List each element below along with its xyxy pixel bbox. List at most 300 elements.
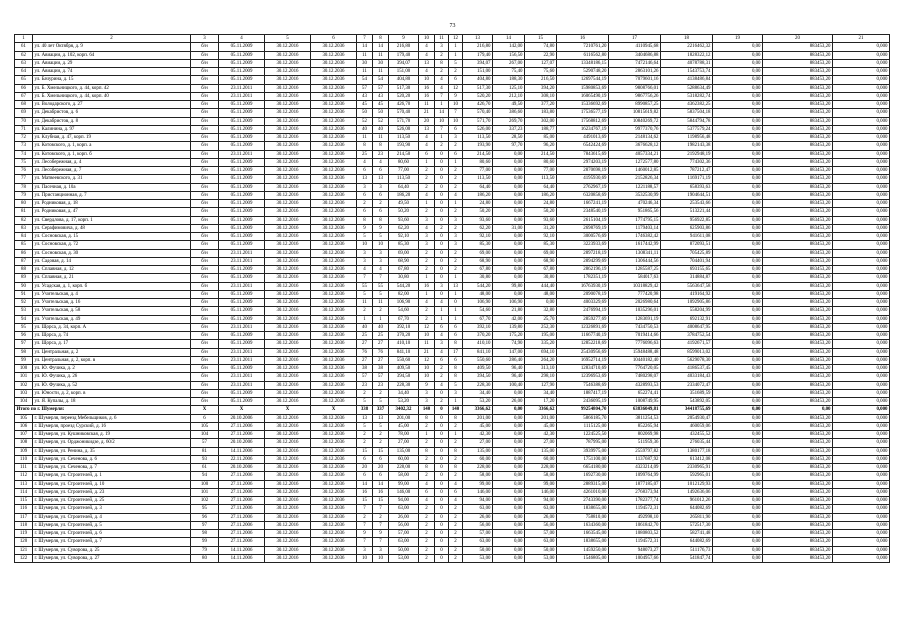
table-cell: 67,70 (389, 315, 419, 323)
table-cell: 2870698,19 (557, 167, 609, 175)
table-cell: 0,00 (763, 406, 833, 414)
table-cell: 0,00 (713, 109, 763, 117)
table-cell: б/н (191, 101, 219, 109)
table-cell: 30.12.2036 (311, 431, 357, 439)
table-cell: 1751100,00 (557, 455, 609, 463)
table-cell: 692132,91 (661, 315, 713, 323)
table-cell: 2 (435, 398, 449, 406)
table-cell: 58,00 (525, 472, 557, 480)
table-cell: 80,60 (525, 158, 557, 166)
table-cell: 520,20 (389, 92, 419, 100)
table-cell: б/н (191, 92, 219, 100)
table-cell: 2762967,19 (557, 183, 609, 191)
table-cell: 6 (449, 150, 463, 158)
table-cell: 16763930,19 (557, 282, 609, 290)
table-cell: 57 (191, 439, 219, 447)
table-cell: 0,00 (493, 389, 525, 397)
table-row (15, 513, 890, 521)
table-cell: 544,20 (463, 282, 493, 290)
table-cell: 27.11.2006 (219, 480, 265, 488)
table-cell: 883453,20 (763, 480, 833, 488)
table-cell: 0,00 (713, 406, 763, 414)
table-cell: 7079601,16 (609, 76, 661, 84)
table-cell: 32,80 (525, 307, 557, 315)
table-cell: 0,000 (833, 414, 890, 422)
table-cell: 30.12.2016 (265, 521, 311, 529)
table-cell: 10 (419, 373, 435, 381)
table-cell: 883453,20 (763, 109, 833, 117)
table-cell: г. Шумерля, ул. Строителей, д. 6 (33, 530, 191, 538)
table-cell: 3223933,69 (557, 241, 609, 249)
table-cell: г. Шумерля, ул. Суворова, д. 25 (33, 546, 191, 554)
table-cell: 85 (15, 241, 33, 249)
table-cell: 30.12.2016 (265, 150, 311, 158)
table-cell: ул. Сосновская, д. 15 (33, 233, 191, 241)
table-cell: б/н (191, 365, 219, 373)
table-cell: 53,00 (389, 554, 419, 562)
table-cell: 17 (449, 348, 463, 356)
table-cell: 30 (357, 59, 373, 67)
table-cell: 335,20 (525, 340, 557, 348)
table-cell: 2 (419, 307, 435, 315)
table-cell: 27.11.2006 (219, 497, 265, 505)
table-cell: 30.12.2016 (265, 488, 311, 496)
table-cell: 2 (419, 530, 435, 538)
table-row (15, 447, 890, 455)
table-cell: 119 (15, 530, 33, 538)
table-cell: 0,00 (493, 290, 525, 298)
table-cell: 8 (357, 142, 373, 150)
table-cell: 30.12.2016 (265, 472, 311, 480)
table-cell: 05.11.2009 (219, 142, 265, 150)
table-cell: 883453,20 (763, 538, 833, 546)
table-cell: ул. Сосновская, д. 72 (33, 241, 191, 249)
table-cell: 883453,20 (763, 447, 833, 455)
table-cell: 72 (15, 134, 33, 142)
table-cell: 30.12.2036 (311, 183, 357, 191)
table-cell: 30.12.2016 (265, 59, 311, 67)
table-cell: 0,00 (713, 554, 763, 562)
table-cell: 0,000 (833, 150, 890, 158)
table-cell: 0,000 (833, 356, 890, 364)
table-cell: ул. Авиации, д. 29 (33, 59, 191, 67)
table-cell: 93 (15, 307, 33, 315)
table-cell: 394,50 (389, 373, 419, 381)
table-cell: 87 (15, 257, 33, 265)
table-cell: 15 (357, 447, 373, 455)
table-cell: 0 (435, 505, 449, 513)
table-cell: 22,90 (525, 51, 557, 59)
table-cell: 30.12.2016 (265, 274, 311, 282)
table-cell: 409,50 (389, 365, 419, 373)
table-cell: 0,00 (713, 365, 763, 373)
table-cell: 302,00 (525, 117, 557, 125)
table-cell: ул. Матвеевского, д. 31 (33, 175, 191, 183)
table-cell: 1061842,70 (609, 521, 661, 529)
table-cell: 25,70 (525, 315, 557, 323)
table-row (15, 101, 890, 109)
table-cell: 1 (419, 431, 435, 439)
table-cell: 106,90 (463, 299, 493, 307)
table-cell: 10 (419, 365, 435, 373)
table-cell: 4362382,25 (661, 101, 713, 109)
table-row (15, 109, 890, 117)
table-cell: 0,00 (713, 521, 763, 529)
table-cell: 0,00 (493, 488, 525, 496)
table-cell: 0,000 (833, 290, 890, 298)
table-cell: 2 (419, 513, 435, 521)
table-cell: 30.12.2016 (265, 117, 311, 125)
table-cell: 77,00 (463, 167, 493, 175)
table-cell: 30.12.2016 (265, 455, 311, 463)
table-cell: 10 (373, 241, 389, 249)
table-cell: б/н (191, 233, 219, 241)
table-cell: 6 (419, 150, 435, 158)
table-cell: 4 (435, 84, 449, 92)
table-cell: 0,000 (833, 513, 890, 521)
table-cell: 30.12.2036 (311, 191, 357, 199)
table-cell: б/н (191, 348, 219, 356)
table-cell: 1 (419, 158, 435, 166)
table-cell: 34,40 (389, 389, 419, 397)
table-cell: 351689,59 (661, 389, 713, 397)
table-cell: 9808766,01 (609, 84, 661, 92)
table-cell: 0,000 (833, 299, 890, 307)
table-cell: 7 (435, 92, 449, 100)
table-cell: 64,40 (463, 183, 493, 191)
table-cell: 2 (449, 472, 463, 480)
table-cell: 7 (357, 538, 373, 546)
table-cell: 2 (357, 439, 373, 447)
table-cell: 0 (435, 216, 449, 224)
table-cell: 2 (419, 455, 435, 463)
table-cell: 30.12.2016 (265, 134, 311, 142)
table-cell: 269,70 (493, 117, 525, 125)
table-cell: 543892,05 (661, 398, 713, 406)
table-cell: 54 (357, 76, 373, 84)
table-cell: г. Шумерля, ул. Строителей, д. 7 (33, 538, 191, 546)
table-cell: ул. Пристанционная, д. 7 (33, 191, 191, 199)
table-cell: 27 (357, 340, 373, 348)
table-cell: 12697544,19 (557, 76, 609, 84)
table-cell: 23 (357, 381, 373, 389)
table-cell: 88 (15, 266, 33, 274)
table-cell: 97 (191, 521, 219, 529)
table-cell: 883453,20 (763, 224, 833, 232)
table-cell: 409,50 (463, 365, 493, 373)
table-cell: 3366,62 (463, 406, 493, 414)
table-cell: 0,00 (493, 257, 525, 265)
table-cell: 883453,20 (763, 134, 833, 142)
table-cell: 5563647,58 (661, 282, 713, 290)
table-cell: 42,00 (493, 315, 525, 323)
table-cell: 5 (357, 290, 373, 298)
table-cell: 14 (435, 109, 449, 117)
table-cell: 79 (191, 546, 219, 554)
table-cell: 0,00 (713, 480, 763, 488)
table-cell: 34,40 (525, 389, 557, 397)
table-cell: ул. Свердлова, д. 17, корп. 1 (33, 216, 191, 224)
table-cell: 841,10 (389, 348, 419, 356)
table-cell: 12 (449, 84, 463, 92)
table-cell: 30.12.2036 (311, 92, 357, 100)
table-cell: 2 (357, 431, 373, 439)
table-cell: 62 (15, 51, 33, 59)
table-cell: 30.12.2036 (311, 447, 357, 455)
table-cell: г. Шумерля, ул. Суворова, д. 27 (33, 554, 191, 562)
table-cell: б/н (191, 389, 219, 397)
table-cell: 57,00 (463, 530, 493, 538)
table-cell: 883453,20 (763, 175, 833, 183)
table-cell: 883453,20 (763, 348, 833, 356)
table-cell: 4 (419, 191, 435, 199)
table-cell: 16234767,19 (557, 125, 609, 133)
table-cell: 30.12.2016 (265, 158, 311, 166)
table-cell: г. Шумерля, ул. Строителей, д. 4 (33, 513, 191, 521)
table-cell: 14.11.2006 (219, 554, 265, 562)
table-cell: 27.11.2006 (219, 513, 265, 521)
table-cell: 10 (357, 554, 373, 562)
table-cell: 0,000 (833, 389, 890, 397)
table-cell: 45 (357, 101, 373, 109)
table-cell: 50 (373, 109, 389, 117)
table-cell: 8 (373, 142, 389, 150)
table-cell: б/н (191, 134, 219, 142)
table-cell: 67,80 (525, 266, 557, 274)
table-cell: 12834710,69 (557, 365, 609, 373)
table-cell: 99 (15, 356, 33, 364)
table-cell: 13 (373, 175, 389, 183)
table-cell: 571,70 (463, 117, 493, 125)
table-cell: 14.11.2006 (219, 447, 265, 455)
table-cell: 2889315,00 (557, 480, 609, 488)
table-cell: 13 (373, 414, 389, 422)
table-cell: 7843615,69 (557, 150, 609, 158)
table-row (15, 365, 890, 373)
table-cell: 05.11.2009 (219, 183, 265, 191)
table-cell: г. Шумерля, ул. Строителей, д. 23 (33, 488, 191, 496)
column-header: 15 (525, 35, 557, 43)
table-cell: б/н (191, 274, 219, 282)
table-cell: 111 (15, 464, 33, 472)
table-cell: 30.12.2036 (311, 241, 357, 249)
table-cell: 7 (435, 125, 449, 133)
table-cell: 99,00 (389, 480, 419, 488)
table-cell: 30.12.2016 (265, 249, 311, 257)
table-cell: ул. Б. Хмельницкого, д. 44, корп. 40 (33, 92, 191, 100)
table-cell: г. Шумерля, ул. Строителей, д. 1 (33, 472, 191, 480)
table-cell: 30.12.2016 (265, 530, 311, 538)
table-cell: 2436095,19 (557, 398, 609, 406)
table-cell: 14 (357, 480, 373, 488)
table-cell: 11 (357, 51, 373, 59)
table-cell: 10 (419, 76, 435, 84)
table-cell: 0,00 (713, 332, 763, 340)
table-cell: 05.11.2009 (219, 266, 265, 274)
table-cell: 1194572,31 (609, 505, 661, 513)
total-label: Итого по г. Шумерля: (15, 406, 191, 414)
table-cell: ул. Ю. Фучика, д. 2 (33, 365, 191, 373)
table-cell: 9 (373, 530, 389, 538)
table-cell: 8 (419, 414, 435, 422)
table-cell: 104 (191, 431, 219, 439)
table-cell: 883453,20 (763, 191, 833, 199)
table-cell: 0,000 (833, 546, 890, 554)
table-cell: 0,000 (833, 216, 890, 224)
table-cell: 30.12.2036 (311, 158, 357, 166)
table-cell: 30.12.2036 (311, 84, 357, 92)
table-cell: 1838655,00 (557, 538, 609, 546)
table-cell: 85,30 (389, 241, 419, 249)
table-cell: 67 (15, 92, 33, 100)
table-cell: 3939975,00 (557, 447, 609, 455)
table-row (15, 92, 890, 100)
table-cell: 2 (419, 546, 435, 554)
table-cell: 3 (435, 282, 449, 290)
table-cell: 30.12.2036 (311, 480, 357, 488)
table-cell: 444,40 (525, 282, 557, 290)
table-cell: ул. Родниковая, д. 18 (33, 200, 191, 208)
table-cell: 81 (15, 208, 33, 216)
table-cell: г. Шумерля, ул. Строителей, д. 3 (33, 505, 191, 513)
table-cell: 883453,20 (763, 241, 833, 249)
table-cell: 85,30 (525, 241, 557, 249)
table-cell: 286,40 (493, 356, 525, 364)
table-cell: 2 (435, 51, 449, 59)
table-cell: 0,00 (493, 554, 525, 562)
table-cell: 93 (191, 455, 219, 463)
table-cell: 10 (435, 117, 449, 125)
table-cell: 0,00 (713, 134, 763, 142)
table-cell: 3532530,99 (609, 191, 661, 199)
table-cell: 10815619,82 (609, 109, 661, 117)
table-cell: 883453,20 (763, 266, 833, 274)
table-cell: 94,00 (525, 497, 557, 505)
table-cell: 883453,20 (763, 455, 833, 463)
table-cell: 30.12.2036 (311, 200, 357, 208)
table-row (15, 266, 890, 274)
table-cell: 30.12.2016 (265, 431, 311, 439)
table-cell: 0,000 (833, 175, 890, 183)
table-cell: 27.11.2006 (219, 431, 265, 439)
table-cell: 30.12.2036 (311, 365, 357, 373)
table-cell: 4 (419, 68, 435, 76)
table-cell: 2 (449, 546, 463, 554)
table-cell: 298,10 (525, 373, 557, 381)
table-cell: 11 (357, 134, 373, 142)
table-cell: 25 (373, 332, 389, 340)
table-cell: 4138486,84 (661, 76, 713, 84)
table-cell: 26,00 (463, 513, 493, 521)
table-cell: 883453,20 (763, 167, 833, 175)
table-cell: 4 (435, 381, 449, 389)
table-cell: 961012,26 (661, 497, 713, 505)
table-cell: 57 (357, 84, 373, 92)
table-cell: 84 (15, 233, 33, 241)
table-cell: 0,00 (713, 92, 763, 100)
table-cell: 66 (15, 84, 33, 92)
table-cell: 652274,41 (609, 389, 661, 397)
table-cell: 97 (15, 340, 33, 348)
table-cell: 4261010,00 (557, 488, 609, 496)
table-cell: 120 (15, 538, 33, 546)
table-cell: 3 (357, 257, 373, 265)
table-cell: 13 (419, 59, 435, 67)
table-cell: 1982143,38 (661, 142, 713, 150)
table-cell: 96,40 (493, 365, 525, 373)
table-cell: 1137687,92 (609, 455, 661, 463)
table-cell: 1 (449, 398, 463, 406)
table-cell: 308,10 (525, 92, 557, 100)
table-cell: 12852218,69 (557, 340, 609, 348)
table-cell: 1692730,00 (557, 472, 609, 480)
table-cell: 70 (15, 117, 33, 125)
table-cell: б/н (191, 68, 219, 76)
table-cell: 3 (357, 546, 373, 554)
table-cell: 30.12.2036 (311, 290, 357, 298)
table-cell: 0 (435, 406, 449, 414)
table-cell: 102 (191, 497, 219, 505)
table-cell: 15 (357, 497, 373, 505)
table-row (15, 356, 890, 364)
table-cell: 0,00 (493, 480, 525, 488)
table-cell: 52 (357, 117, 373, 125)
table-cell: 0,00 (493, 513, 525, 521)
table-cell: 30.12.2016 (265, 439, 311, 447)
table-cell: 2 (449, 175, 463, 183)
table-cell: 05.11.2009 (219, 68, 265, 76)
column-header: 17 (609, 35, 661, 43)
column-header: 13 (463, 35, 493, 43)
table-cell: 05.11.2009 (219, 101, 265, 109)
table-cell: 30.12.2016 (265, 538, 311, 546)
table-cell: 0,00 (713, 398, 763, 406)
table-cell: 23.11.2011 (219, 84, 265, 92)
table-cell: 4491013,69 (557, 134, 609, 142)
table-cell: 5 (373, 422, 389, 430)
table-cell: ул. Учительская, д. 4 (33, 290, 191, 298)
table-cell: 4008647,95 (661, 323, 713, 331)
table-cell: 21,80 (493, 307, 525, 315)
table-cell: 76 (15, 167, 33, 175)
table-cell: 883453,20 (763, 233, 833, 241)
table-cell: 183,80 (525, 109, 557, 117)
table-cell: 63,00 (389, 538, 419, 546)
table-cell: ул. Сплавная, д. 21 (33, 274, 191, 282)
table-cell: 14 (373, 43, 389, 51)
table-cell: 16 (357, 488, 373, 496)
table-cell: 3404686,88 (609, 51, 661, 59)
table-cell: 1877185,07 (609, 480, 661, 488)
table-cell: 2 (435, 68, 449, 76)
table-cell: 4110945,68 (609, 43, 661, 51)
table-cell: 30.12.2036 (311, 340, 357, 348)
table-cell: 140 (419, 406, 435, 414)
table-cell: 0,000 (833, 480, 890, 488)
table-cell: 82,00 (389, 290, 419, 298)
table-cell: 13 (357, 175, 373, 183)
table-cell: 1169171,19 (661, 175, 713, 183)
table-cell: 2 (357, 307, 373, 315)
table-cell: 883453,20 (763, 414, 833, 422)
table-cell: 93,60 (389, 216, 419, 224)
table-cell: 0,000 (833, 51, 890, 59)
table-cell: 80 (15, 200, 33, 208)
table-cell: 370,20 (389, 332, 419, 340)
table-cell: 1285587,25 (609, 266, 661, 274)
table-cell: 883453,20 (763, 200, 833, 208)
table-cell: 0 (435, 439, 449, 447)
